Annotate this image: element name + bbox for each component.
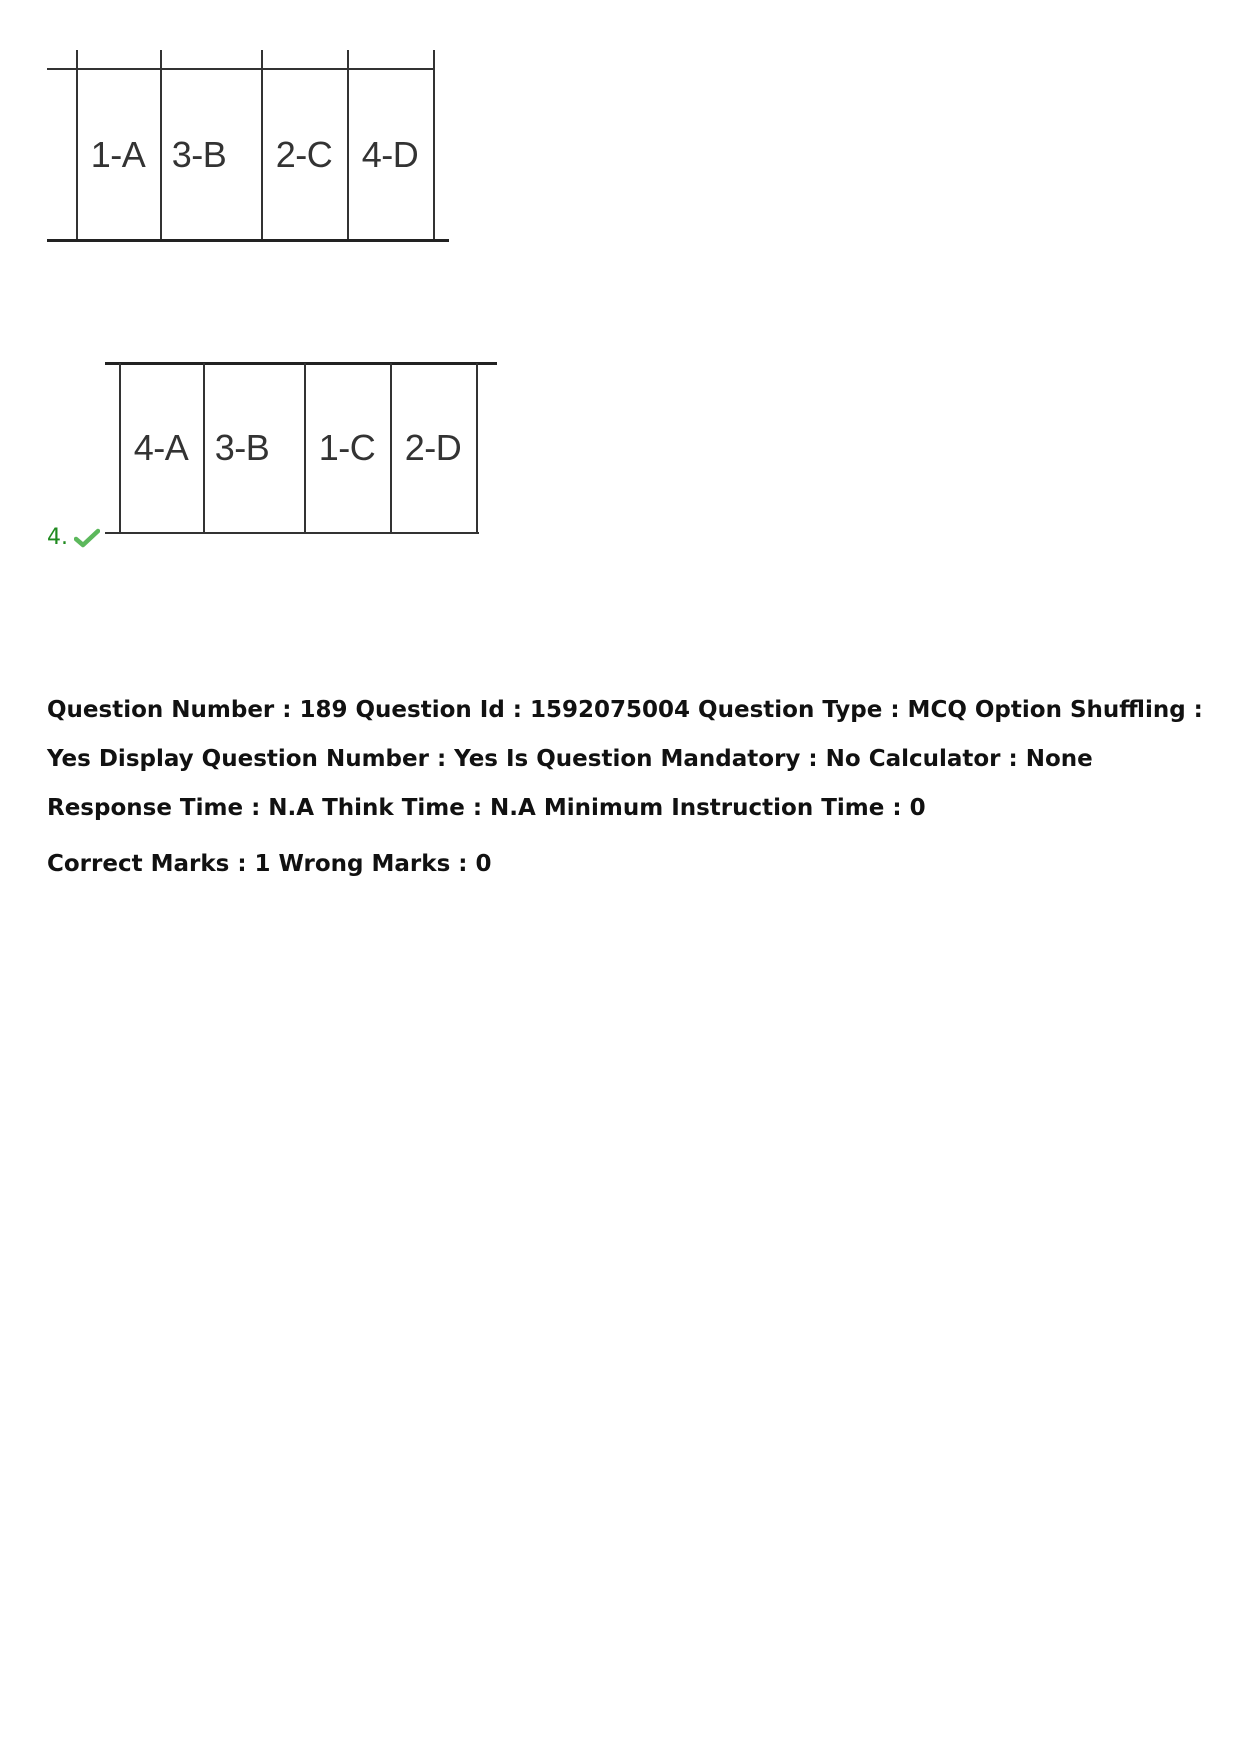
check-icon xyxy=(74,528,100,548)
table-cell: 2-C xyxy=(275,133,333,175)
table-cell: 3-B xyxy=(171,133,227,175)
table-cell: 3-B xyxy=(214,427,270,468)
table-rule xyxy=(47,239,449,242)
option-4-label-group xyxy=(47,525,100,550)
marks-info: Correct Marks : 1 Wrong Marks : 0 xyxy=(47,851,492,877)
table-rule xyxy=(105,532,479,534)
table-cell: 1-A xyxy=(90,133,146,175)
table-cell: 1-C xyxy=(318,427,376,468)
table-cell: 2-D xyxy=(404,427,462,468)
table-cell: 4-A xyxy=(133,427,189,468)
option-number: 4. xyxy=(47,525,68,550)
question-metadata: Question Number : 189 Question Id : 1592075004 Question Type : MCQ Option Shuffling : Yes Display Question Number : Yes Is Question Mandatory : No Calculator : None Response Time : N.A Think Time : N.A Minimum Instruction Time : 0 xyxy=(47,697,1203,821)
table-cell: 4-D xyxy=(361,133,419,175)
